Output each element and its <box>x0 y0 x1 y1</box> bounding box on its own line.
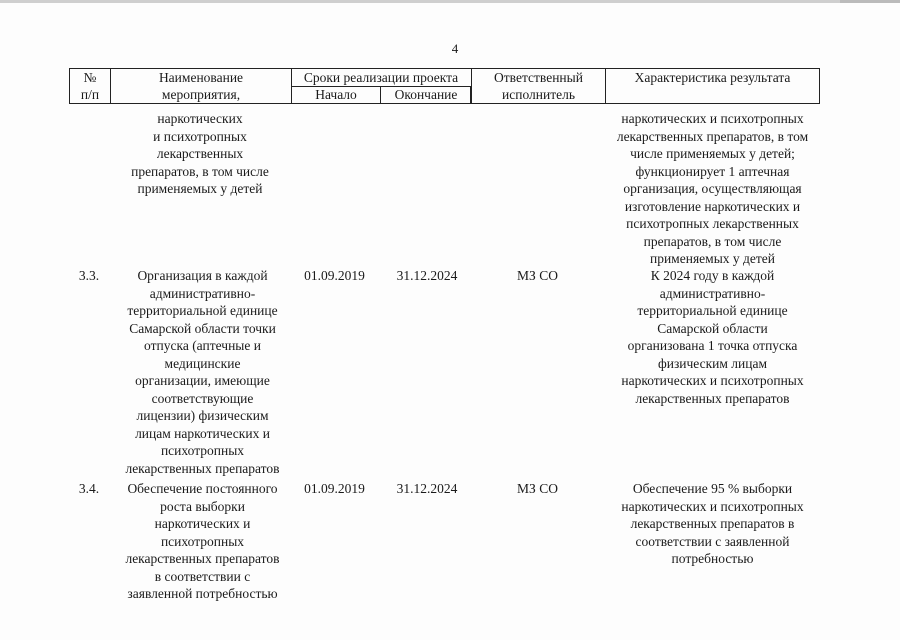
header-result: Характеристика результата <box>634 70 791 85</box>
row-3-4-responsible: МЗ СО <box>517 481 558 496</box>
row-3-3-num: 3.3. <box>78 268 100 283</box>
header-end: Окончание <box>394 87 458 102</box>
row-3-4-result: Обеспечение 95 % выборки наркотических и психотропных лекарственных препаратов в соответствии с заявленной потребностью <box>621 481 804 566</box>
header-num: № п/п <box>80 70 100 102</box>
row-continuation-result: наркотических и психотропных лекарственных препаратов, в том числе применяемых у детей; функционирует 1 аптечная организация, осуществляющая изготовление наркотических и психотропных лекарственных препаратов, в том числе применяемых у детей <box>616 111 809 266</box>
row-3-4-end: 31.12.2024 <box>396 481 458 496</box>
header-name: Наименование мероприятия, <box>158 70 244 102</box>
row-3-4-name: Обеспечение постоянного роста выборки наркотических и психотропных лекарственных препаратов в соответствии с заявленной потребностью <box>125 481 280 601</box>
row-3-3-name: Организация в каждой административно- территориальной единице Самарской области точки отпуска (аптечные и медицинские организации, имеющие соответствующие лицензии) физическим лицам наркотических и психотропных лекарственных препаратов <box>125 268 280 476</box>
scan-top-edge <box>0 0 900 3</box>
page-number: 4 <box>451 41 459 56</box>
header-responsible: Ответственный исполнитель <box>494 70 583 102</box>
row-3-3-start: 01.09.2019 <box>304 268 365 283</box>
row-3-3-responsible: МЗ СО <box>517 268 558 283</box>
row-continuation-name: наркотических и психотропных лекарственных препаратов, в том числе применяемых у детей <box>131 111 269 196</box>
table-header <box>69 68 820 104</box>
header-timeline: Сроки реализации проекта <box>303 70 459 85</box>
row-3-4-num: 3.4. <box>78 481 100 496</box>
scan-top-right-mark <box>840 0 900 3</box>
header-start: Начало <box>315 87 357 102</box>
row-3-4-start: 01.09.2019 <box>304 481 365 496</box>
row-3-3-result: К 2024 году в каждой административно- территориальной единице Самарской области организована 1 точка отпуска физическим лицам наркотических и психотропных лекарственных препаратов <box>621 268 804 406</box>
row-3-3-end: 31.12.2024 <box>396 268 458 283</box>
